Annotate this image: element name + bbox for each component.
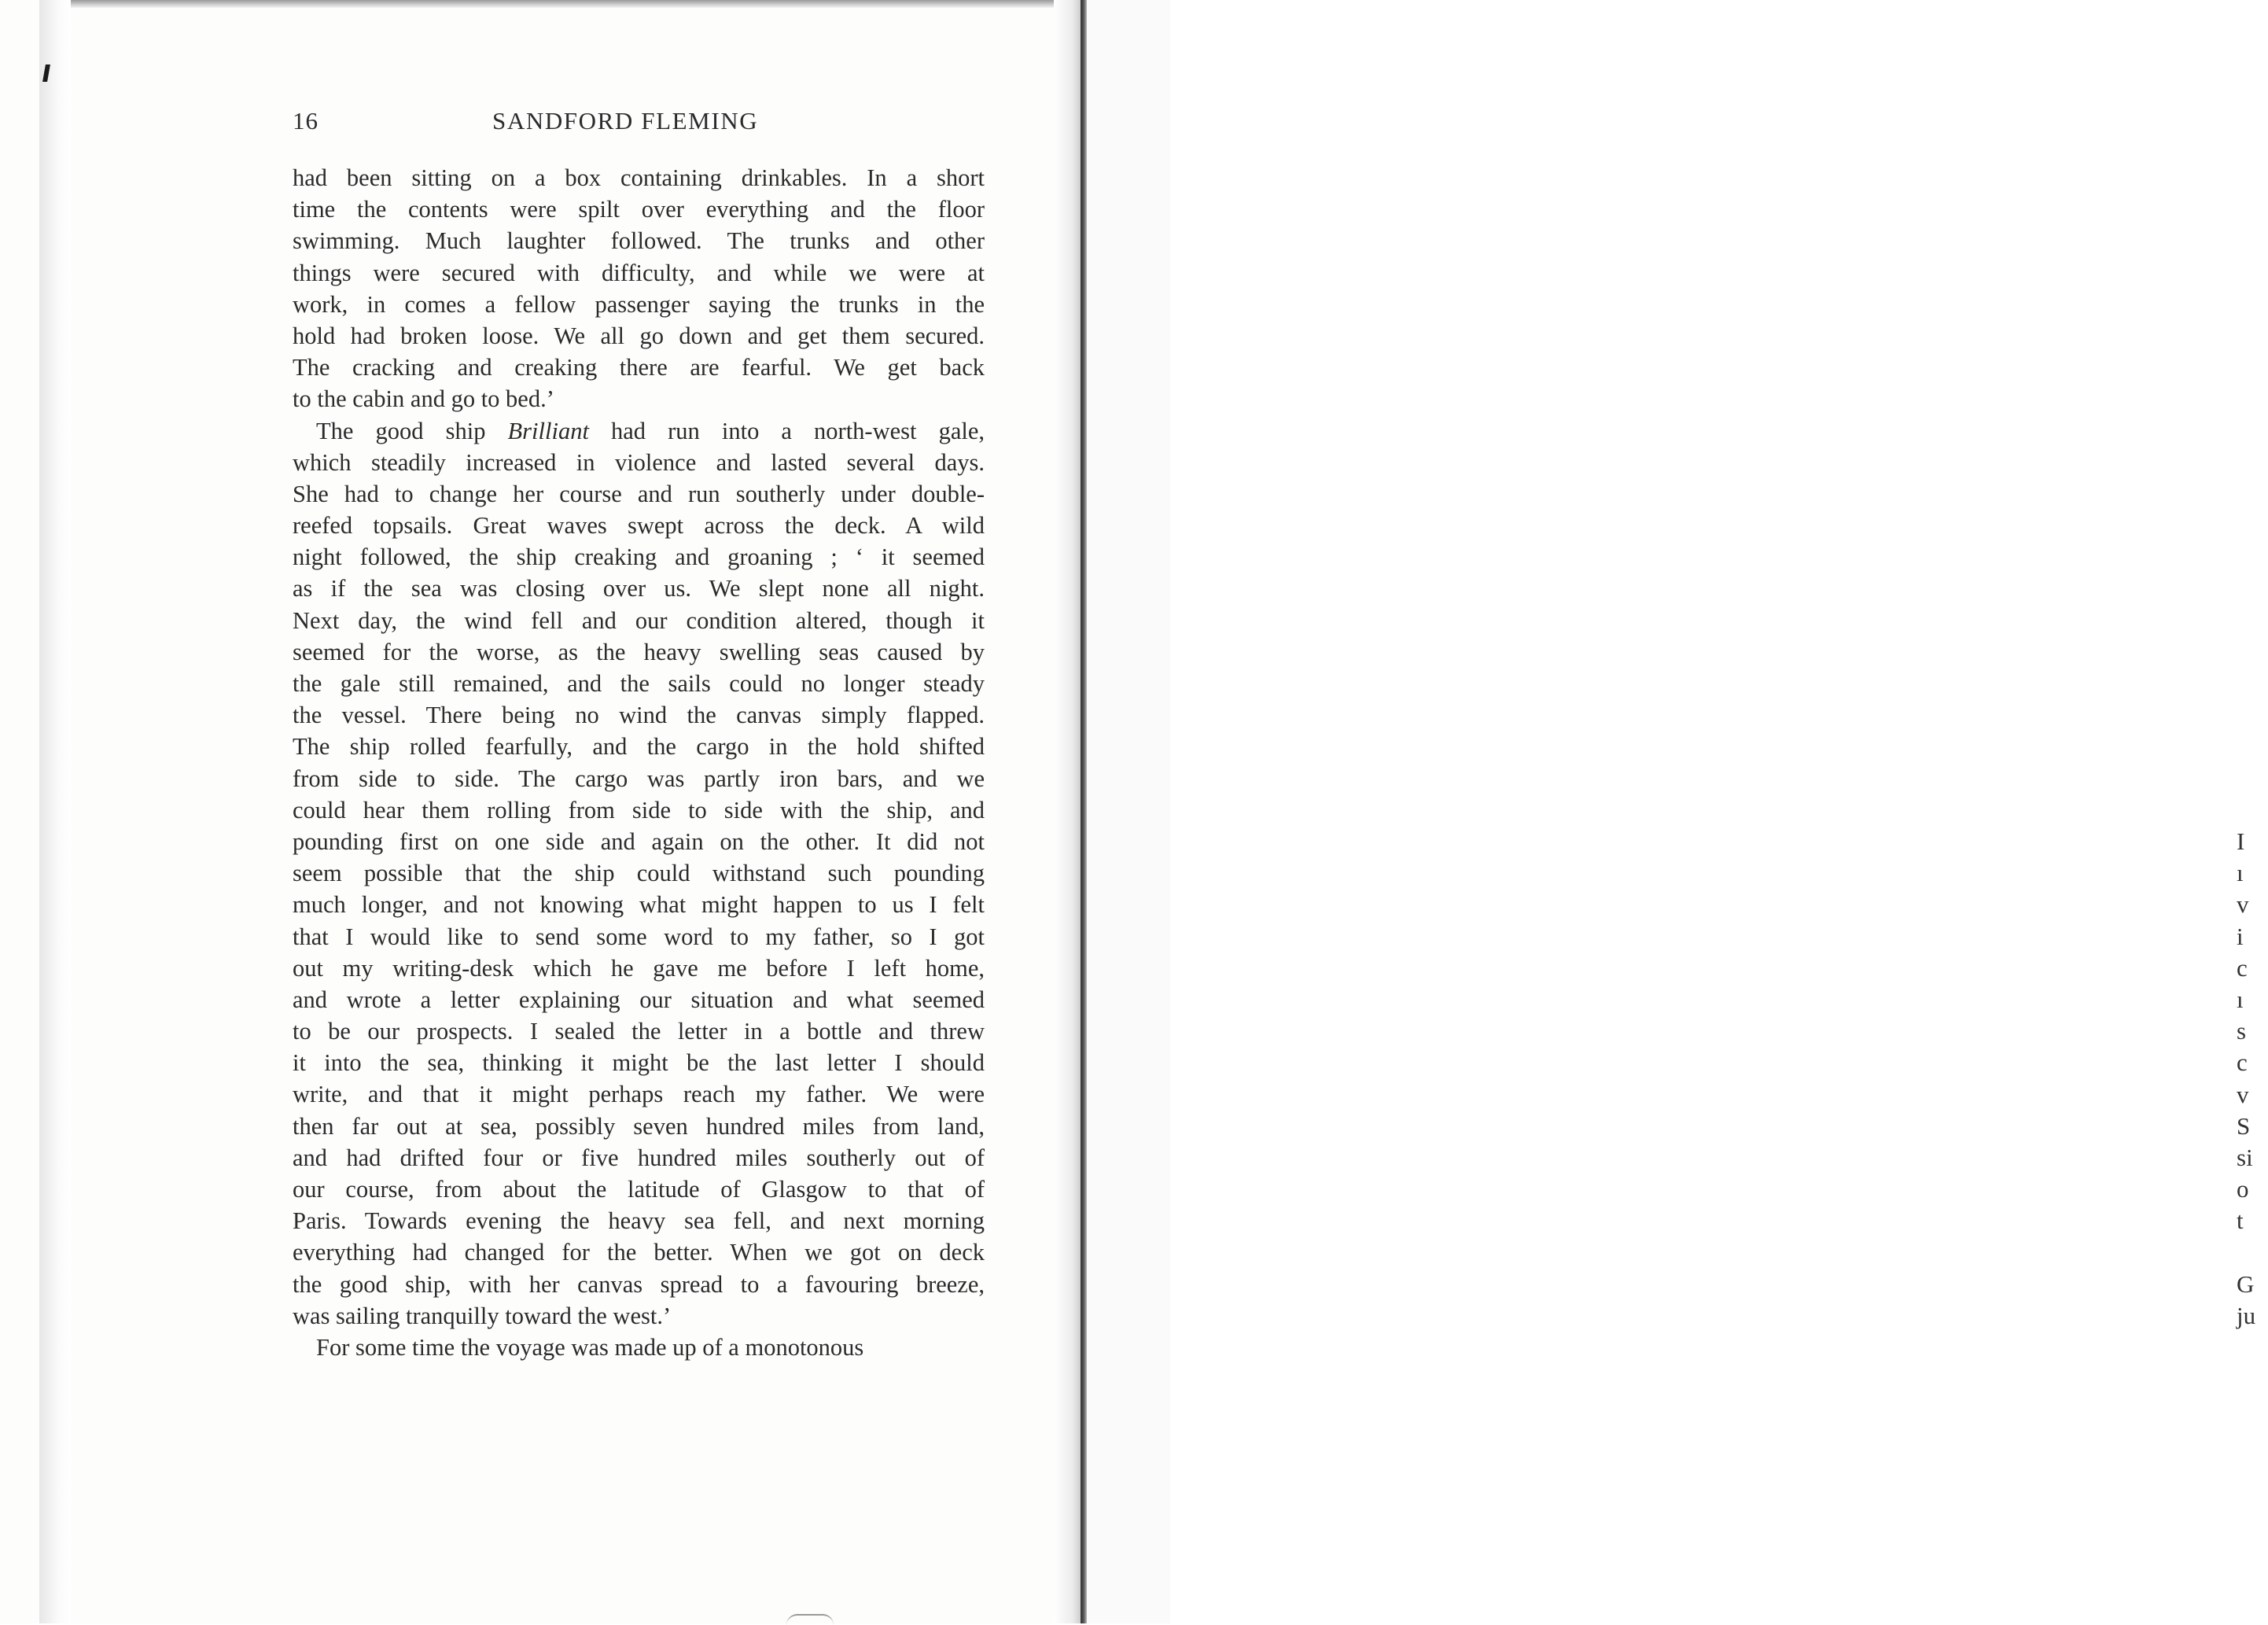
facing-page-fragment: ı bbox=[2237, 859, 2244, 887]
text-line: then far out at sea, possibly seven hundred miles from land, bbox=[293, 1112, 985, 1140]
text-line: She had to change her course and run southerly under double- bbox=[293, 480, 985, 507]
text-line: and wrote a letter explaining our situation and what seemed bbox=[293, 986, 985, 1013]
text-line: The good ship Brilliant had run into a north-west gale, bbox=[316, 417, 985, 444]
facing-page-fragment: v bbox=[2237, 1080, 2249, 1108]
bottom-edge-mark bbox=[786, 1614, 834, 1625]
text-line: pounding first on one side and again on the other. It did not bbox=[293, 827, 985, 855]
text-line: everything had changed for the better. When we got on deck bbox=[293, 1239, 985, 1266]
text-line: write, and that it might perhaps reach my father. We were bbox=[293, 1081, 985, 1108]
text-line: The ship rolled fearfully, and the cargo in the hold shifted bbox=[293, 733, 985, 761]
facing-page-text-fragments bbox=[2237, 826, 2268, 1332]
text-line: to be our prospects. I sealed the letter in a bottle and threw bbox=[293, 1018, 985, 1045]
ship-name: Brilliant bbox=[507, 417, 589, 444]
body-text bbox=[293, 162, 985, 1363]
facing-page-fragment: o bbox=[2237, 1175, 2249, 1203]
facing-page bbox=[1087, 0, 2256, 1623]
text-line: things were secured with difficulty, and while we were at bbox=[293, 259, 985, 286]
left-page-edge bbox=[39, 0, 71, 1623]
text-line: had been sitting on a box containing drinkables. In a short bbox=[293, 164, 985, 191]
book-spine bbox=[1081, 0, 1087, 1623]
text-line: time the contents were spilt over everything and the floor bbox=[293, 196, 985, 223]
text-line: Next day, the wind fell and our condition altered, though it bbox=[293, 606, 985, 634]
facing-page-fragment: i bbox=[2237, 922, 2244, 950]
facing-page-fragment: c bbox=[2237, 953, 2248, 982]
text-line: out my writing-desk which he gave me before I left home, bbox=[293, 954, 985, 982]
text-line: Paris. Towards evening the heavy sea fell, and next morning bbox=[293, 1207, 985, 1235]
text-line: the vessel. There being no wind the canvas simply flapped. bbox=[293, 702, 985, 729]
facing-page-fragment: ı bbox=[2237, 985, 2244, 1013]
text-line: seemed for the worse, as the heavy swelling seas caused by bbox=[293, 638, 985, 665]
text-line: that I would like to send some word to my father, so I got bbox=[293, 923, 985, 950]
facing-page-fragment: si bbox=[2237, 1143, 2253, 1171]
text-line: from side to side. The cargo was partly iron bars, and we bbox=[293, 765, 985, 792]
facing-page-fragment: I bbox=[2237, 827, 2245, 855]
book-gutter bbox=[1054, 0, 1081, 1623]
text-line: could hear them rolling from side to side with the ship, and bbox=[293, 796, 985, 824]
text-line: was sailing tranquilly toward the west.’ bbox=[293, 1302, 672, 1329]
page-header bbox=[293, 107, 980, 142]
text-line: hold had broken loose. We all go down and get them secured. bbox=[293, 322, 985, 349]
running-head: SANDFORD FLEMING bbox=[492, 107, 759, 134]
facing-page-fragment: t bbox=[2237, 1207, 2244, 1235]
text-line: much longer, and not knowing what might happen to us I felt bbox=[293, 891, 985, 919]
facing-page-fragment: v bbox=[2237, 890, 2249, 919]
text-line: night followed, the ship creaking and groaning ; ‘ it seemed bbox=[293, 544, 985, 571]
top-edge-shadow bbox=[55, 0, 1077, 8]
page-number: 16 bbox=[293, 107, 318, 134]
text-line: to the cabin and go to bed.’ bbox=[293, 385, 554, 413]
text-line: which steadily increased in violence and lasted several days. bbox=[293, 448, 985, 476]
facing-page-fragment: ju bbox=[2237, 1301, 2256, 1329]
text-line: it into the sea, thinking it might be the last letter I should bbox=[293, 1049, 985, 1077]
facing-page-fragment: c bbox=[2237, 1048, 2248, 1077]
text-line: The cracking and creaking there are fearful. We get back bbox=[293, 354, 985, 381]
text-line: swimming. Much laughter followed. The trunks and other bbox=[293, 227, 985, 255]
facing-page-fragment: s bbox=[2237, 1017, 2247, 1045]
facing-page-fragment: G bbox=[2237, 1269, 2255, 1298]
text-line: our course, from about the latitude of Glasgow to that of bbox=[293, 1176, 985, 1203]
text-line: and had drifted four or five hundred miles southerly out of bbox=[293, 1144, 985, 1171]
text-line: work, in comes a fellow passenger saying the trunks in the bbox=[293, 290, 985, 318]
text-line: as if the sea was closing over us. We slept none all night. bbox=[293, 575, 985, 602]
facing-page-fragment: S bbox=[2237, 1111, 2251, 1140]
text-line: the gale still remained, and the sails could no longer steady bbox=[293, 670, 985, 697]
text-line: reefed topsails. Great waves swept across the deck. A wild bbox=[293, 512, 985, 540]
text-line: seem possible that the ship could withstand such pounding bbox=[293, 860, 985, 887]
facing-page-fragment bbox=[2237, 1236, 2268, 1268]
text-line: For some time the voyage was made up of a monotonous bbox=[316, 1333, 864, 1361]
text-line: the good ship, with her canvas spread to a favouring breeze, bbox=[293, 1270, 985, 1298]
